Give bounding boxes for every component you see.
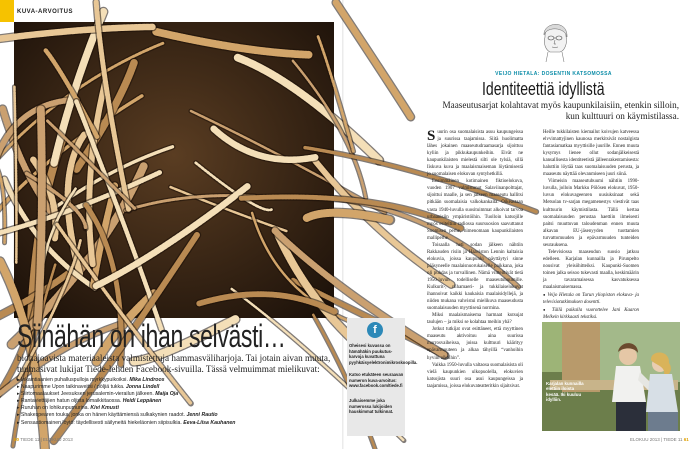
paragraph: Jotkut tutkijat ovat esittäneet, että myyttinen maaseutu aktivoituu aina suurissa murrosvaiheissa, joissa kulttuuri käärityy epävarmuuteen ja alkaa tähyillä “vanhoihin hyviin aikoihin”. [427,327,523,361]
list-item: ▸ Siirtomaalaukset Jeesuksen jerusalemin-vierailun jälkeen. Maija Oja [17,391,337,398]
paragraph: Heille tukkilaisten kiemailut koivujen katveessa elvvimattyjinen kaunosa merkitsivät nostalgista fantasiamatkaa myyttisille juurille. Ennen muuta kysymys lienee ollut sodanjälkeisestä kansallisesta identiteetistä jälleenrakentamisesta: haluttiin löytää taas suomalaisuuden perusta, ja maaseutu näyttää olevanmiseen juuri siinä. [543,130,639,178]
list-item: ▸ Shakespearen touka, jonka on hänen käyttämiensä sulkakynien raadot. Jenni Rautio [17,412,337,419]
author-notes [543,291,639,321]
column-byline: VEIJO HIETALA: DOSENTIN KATSOMOSSA [495,71,612,77]
list-item: ● Veijo Hietala on Turun yliopiston elokuva- ja televisiotutkimuksen dosentti. [543,291,639,306]
left-intro-text: biohajoavista materiaaleista valmistettuja hammasväliharjoja. Tai jotain aivan muuta, tuumasivat lukijat Tiede-lehden Facebook-sivuilla. Tässä velmuimmat mielikuvat: [17,353,331,374]
paragraph: Vaikka 1950-luvulla valtaosa suomalaisista oli vielä kaupunkien ulkopuolella, elokuvien katsojista suuri osa asui kaupungeissa ja taajamissa, joissa elokuvateatteritkin sijaitsivat. [427,362,524,389]
left-headline: Siinähän on ihan selvästi… [17,318,286,354]
sidebar-text-2: Katso etukäteen seuraavan numeron kuva-arvoitus: www.facebook.com/tiede.fi [349,372,404,388]
photo-caption: Karjalan kunnailla elettiin iloista kesää. Iki kuuluu idylliin. [546,381,584,403]
section-color-tab [0,0,14,22]
right-deck: Maaseutusarjat kolahtavat myös kaupunkilaisiin, etenkin silloin, kun kulttuuri on käymistilassa. [442,100,679,121]
sidebar-text-3: Julkaisemme joka numerossa lukijoiden hauskimmat tulkinnat. [349,398,394,414]
right-folio: ELOKUU 2013 | TIEDE 11 61 [630,437,689,442]
left-folio: 60 TIEDE 11 | ELOKUU 2013 [14,437,73,442]
list-item: ● Tällä paikalla vuorottelee Jani Kaaron Melkein kirkkaasti tekstiksi. [543,306,639,321]
list-item: ▸ Inkaintiaanien puhalluspulloja myrkkypuikoiksi. Mika Lindroos [17,377,337,384]
article-column-2 [543,129,640,321]
list-item: ▸ Naapurimme Upon taikinaveitsi / pöljiä tukka. Jonna Lindell [17,384,337,391]
author-portrait [538,17,572,62]
sidebar-text-1: Oheisesi kuvassa on hämähäkin puukutus-karvoja kuvattuna pyyhkäisyelektronimikroskoopilla. [349,343,418,365]
article-column-1 [427,129,523,424]
list-item: ▸ Sensaatiomainen löytö: täydellisesti säilyneitä hiekeläonien siipisulkia. Eeva-Liisa Kauhanen [17,420,337,427]
list-item: ▸ Rantaviettäjien hatun oljista lomaikkitaossa. Heidi Leppänen [17,398,337,405]
spider-hair-micrograph [14,22,334,318]
paragraph: Ensimmäinen kotimainen fiktioelokuva, vuoden 1907 valmistunut Salaviinanpolttajat, sijoittui maalle, ja sen jälkeen maaseutu hallitsi pitkään suomalaisia valkokankaita. Oikeastaan vasta 1940-luvulla suosituimmat alkoivat tarvoa urbaanisiin ympäristöihin. Tuolloin katsojille myös esiteltiin radiossa suursuosion saavuttanut Suomisen perhe, nimenomaan kaupunkilaisten malliperhe. [427,179,523,241]
paragraph: Televisiossa maaseudun suosio jatkuu edelleen. Karjalan kunnailla ja Pirunpelto nousivat yleisöhitteiksi. Kaupunki-Suomen toinen jalka seisoo tukevasti maalla, keskimäärin ja tavaramaisessa kasvatuksessa maalaismaisemassa. [543,249,639,291]
paragraph: Viimeisin maaseutubuumi nähtiin 1990-luvulla, jolloin Markku Pölösen elokuvat, 1950-luvun elokuvageenren uusiuksinaat sekä Metsolan tv-sarjan megamenestys viestivät taas kulttuurin käymistilasta. Tällä kertaa suomalaisuuden perustaa haettiin ilmeisesti paitsi muuttuvan taloudenman ennen muuta alkavan EU-jäsenyyden tuottamien turvattomuuden ja epävarmuuden tunteiden seurauksena. [543,179,639,248]
micrograph-image [14,22,334,318]
drop-cap: S [427,128,436,144]
facebook-icon: f [367,322,383,338]
couple-photo-illustration [542,322,680,431]
fiber [336,3,411,117]
paragraph: Toisaalla heti sodan jälkeen nähtiin Rakkauden risiin ja Haaviston Lennin kaltaisia elokuvia, joissa kaupunki näyttäytyi sinne pääsyneelle maalaisnuorukaiselle paikkana, joka oli puhdas ja turvallinen. Nämä viitteittivät tietä 1950-luvun todelliselle maaseutubuumille. Kulkurit-, riihamaeri- ja tukkilaiselokuvat ihannoivat kaikki kaukaisia maalaisidyllejä, ja niiden mukana vahvistui mielikuva maaseudusta suomalaisuuden myyttisenä normina. [427,242,523,312]
paragraph: Miksi maalaismaisema harmaat kutsujat taulujen – ja miksi se kolahtaa meihin yhä? [427,313,523,326]
fiber [37,109,42,326]
list-item: ▸ Ruruhan on lohikunpumurina. Kivi Kmusti [17,405,337,412]
right-headline: Identiteettiä idyllistä [482,79,605,99]
paragraph: Suurin osa suomalaisista asuu kaupungeissa ja suurissa taajamissa. Siitä huolimatta lähes jokainen maaseutudraamasarja sijoittuu kyliin ja pikkukaupunkeihin. Eivät ne kaupunkilaisten mielestä silti ole tylsiä, sillä Iiskuva kuva ja maalaismaiseman löytämisestä jo suomalaisen elokuvan syntyhetkillä. [427,128,523,178]
reader-quotes-list [17,377,337,427]
section-label: KUVA-ARVOITUS [17,9,73,15]
tv-series-still-photo [542,322,680,431]
